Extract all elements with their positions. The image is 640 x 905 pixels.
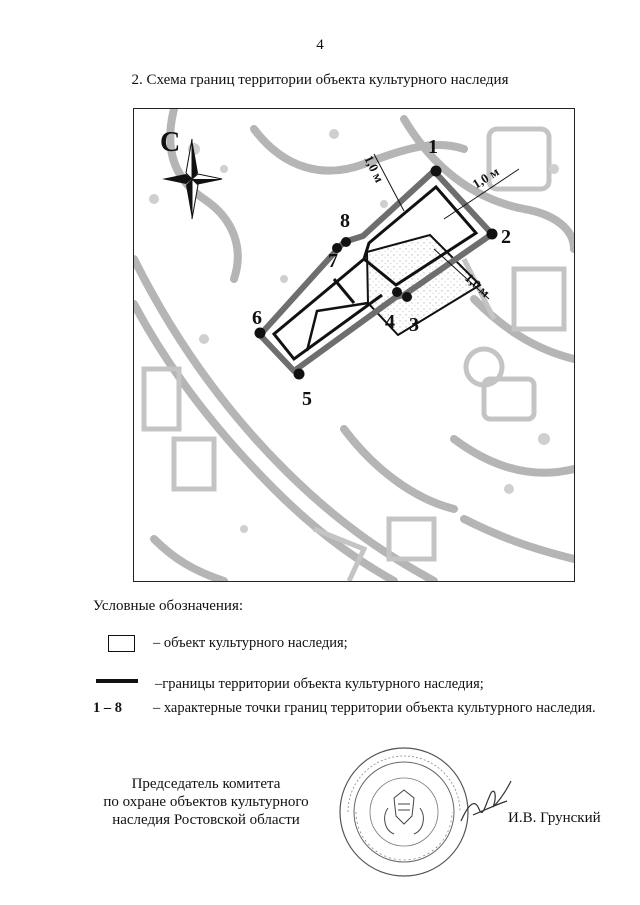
- signatory-position: [96, 775, 316, 829]
- boundary-point-3: [402, 292, 412, 302]
- signatory-position-line-1: Председатель комитета: [131, 776, 281, 792]
- boundary-point-2: [487, 229, 498, 240]
- boundary-point-4: [392, 287, 402, 297]
- compass-north-label: С: [160, 127, 181, 158]
- legend-boundary-symbol: [96, 679, 138, 683]
- territory-map: [133, 108, 575, 582]
- boundary-point-8: [341, 237, 351, 247]
- legend-heading: Условные обозначения:: [93, 598, 244, 614]
- point-label-2: 2: [501, 226, 511, 248]
- legend-boundary-text: –границы территории объекта культурного наследия;: [155, 676, 484, 692]
- legend-points-text: – характерные точки границ территории объекта культурного наследия.: [153, 700, 596, 716]
- signatory-position-line-3: наследия Ростовской области: [112, 812, 300, 828]
- point-label-6: 6: [252, 307, 262, 329]
- page-title: 2. Схема границ территории объекта культурного наследия: [131, 72, 509, 88]
- point-label-7: 7: [328, 250, 338, 272]
- distance-label-right: 1,0 м: [469, 163, 502, 192]
- boundary-point-1: [431, 166, 442, 177]
- distance-label-left: 1,0 м: [361, 152, 388, 185]
- signatory-position-line-2: по охране объектов культурного: [103, 794, 309, 810]
- point-label-5: 5: [302, 388, 312, 410]
- legend-points-symbol: 1 – 8: [93, 700, 122, 716]
- point-label-1: 1: [428, 136, 438, 158]
- boundary-point-6: [255, 328, 266, 339]
- handwritten-signature: [455, 775, 515, 835]
- distance-label-bottom: 1,0 м: [461, 270, 494, 301]
- legend-object-symbol: [108, 635, 135, 652]
- point-label-4: 4: [385, 311, 395, 333]
- official-seal: [338, 746, 470, 878]
- legend-object-text: – объект культурного наследия;: [153, 635, 348, 651]
- boundary-point-5: [294, 369, 305, 380]
- point-label-3: 3: [409, 314, 419, 336]
- signatory-name: И.В. Грунский: [508, 810, 601, 826]
- point-label-8: 8: [340, 210, 350, 232]
- page-number: 4: [316, 37, 324, 53]
